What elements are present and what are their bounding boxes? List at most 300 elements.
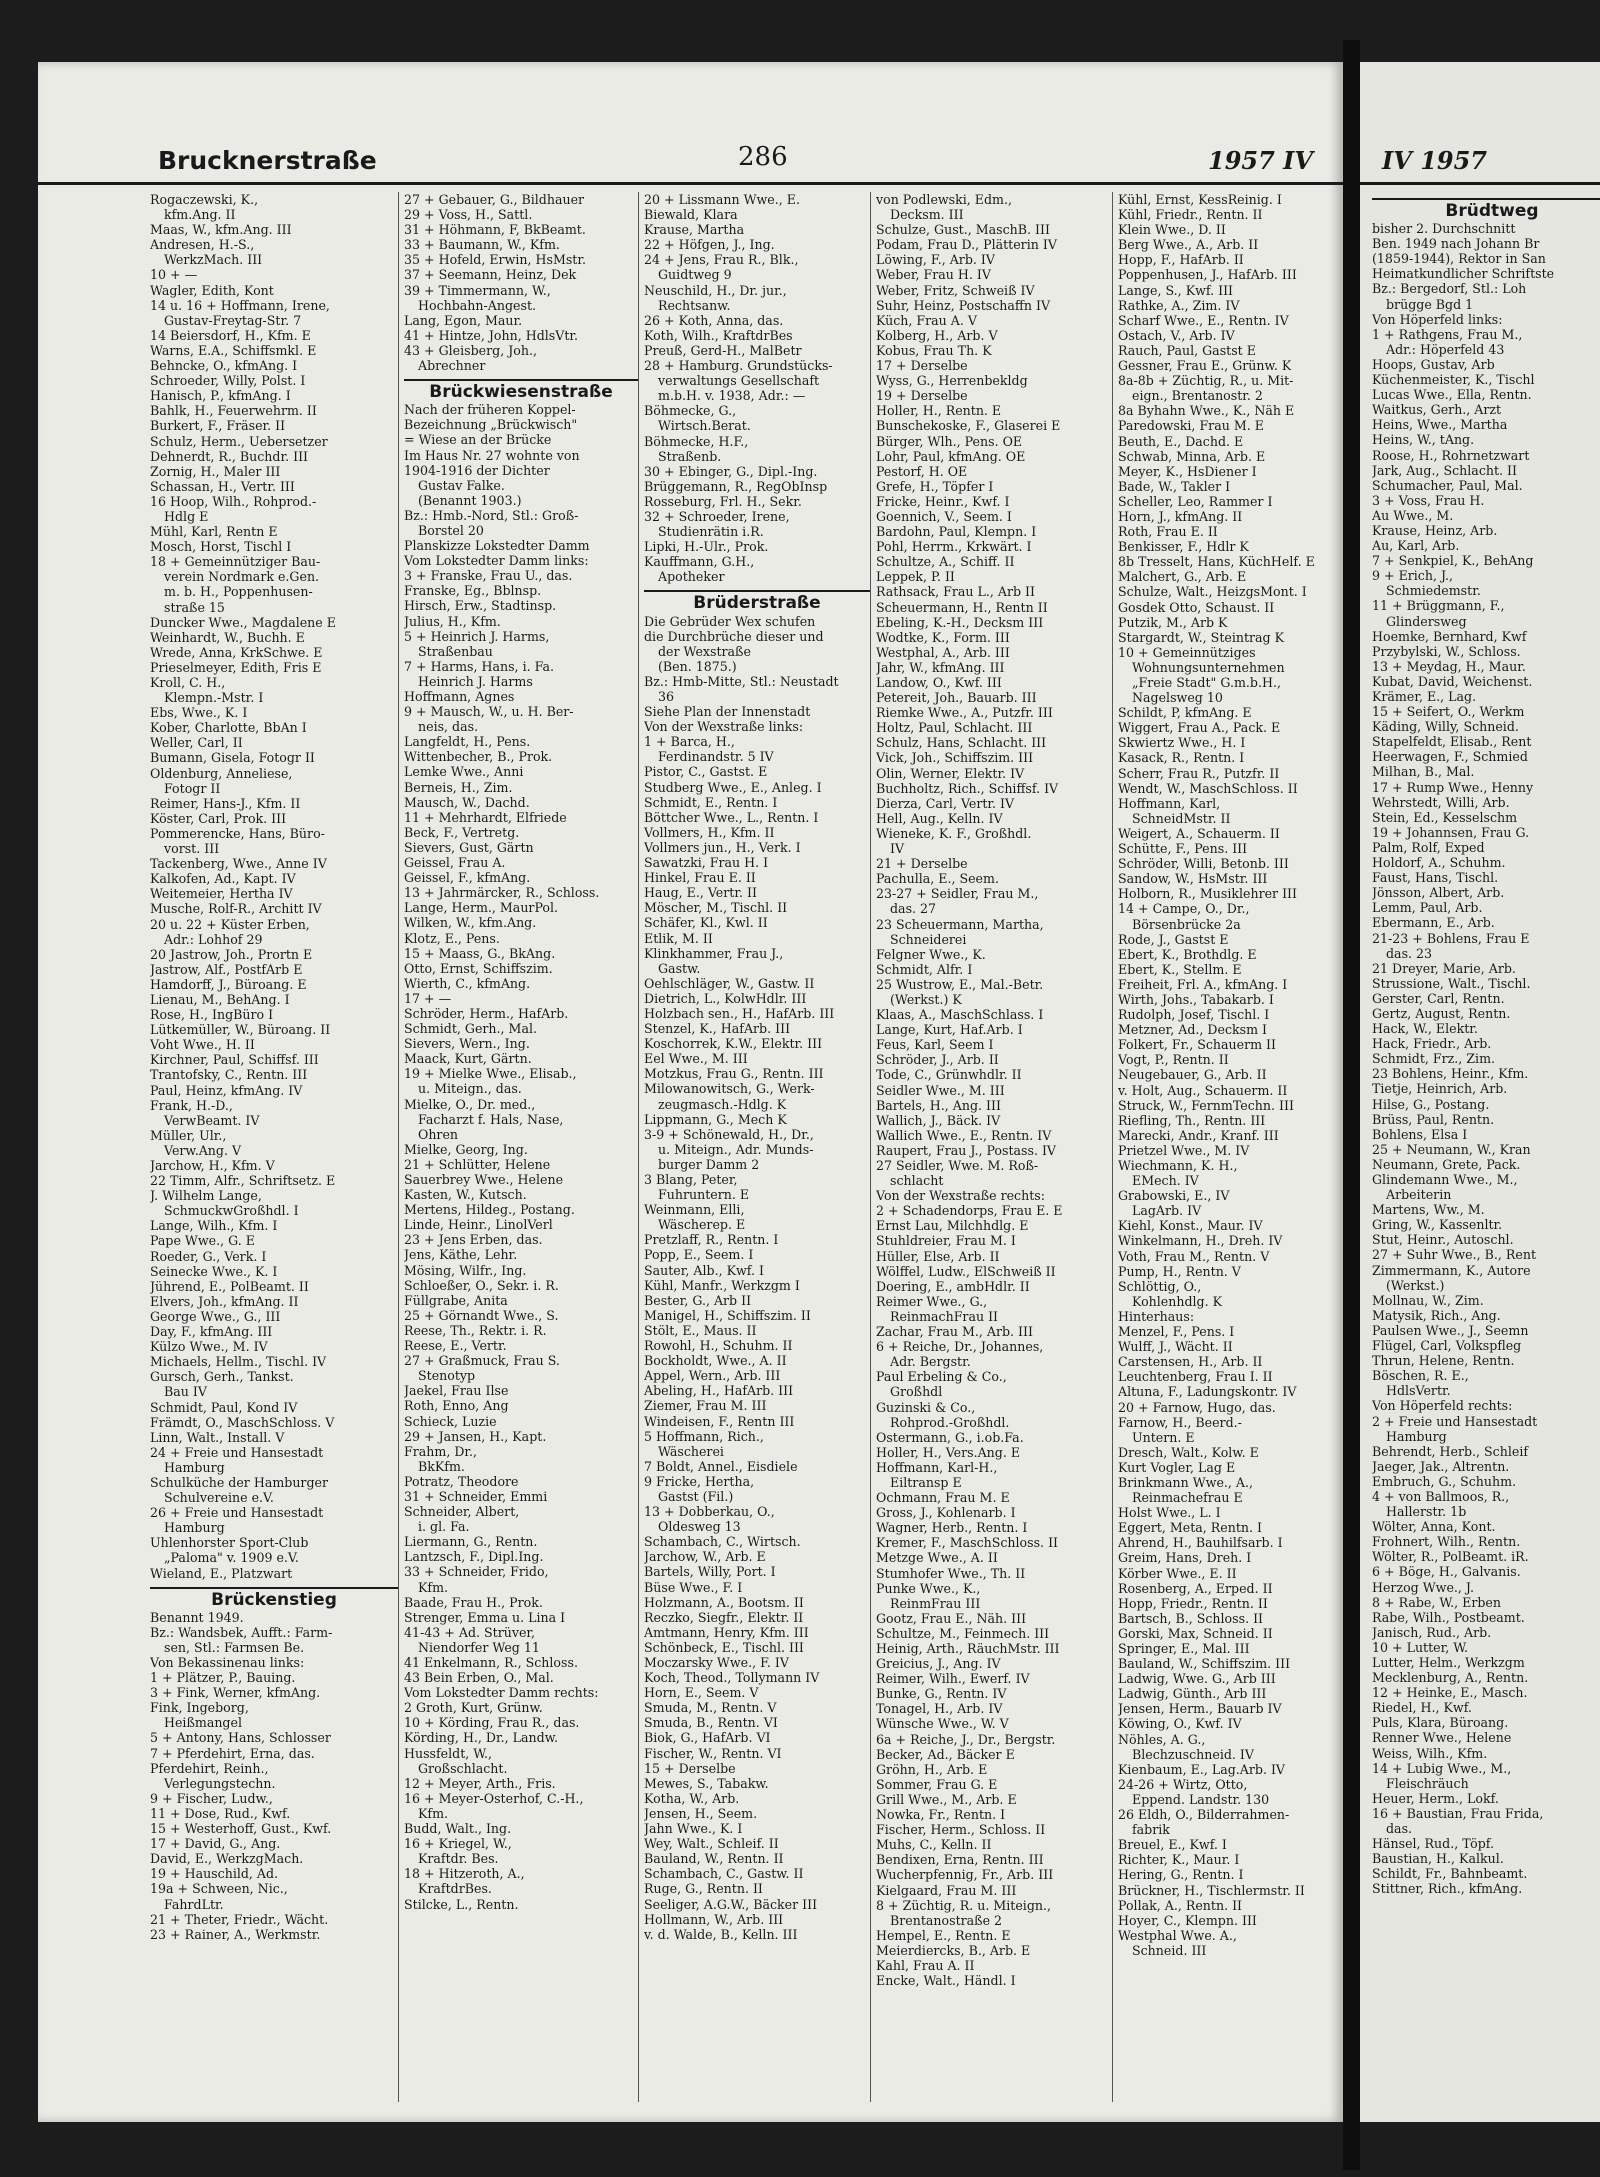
directory-entry: 2 Groth, Kurt, Grünw.: [404, 1700, 543, 1716]
directory-entry: Rechtsanw.: [658, 297, 731, 313]
directory-entry: 27 + Graßmuck, Frau S.: [404, 1353, 560, 1369]
directory-entry: HdlsVertr.: [1386, 1383, 1451, 1399]
directory-entry: (Werkst.): [1386, 1277, 1445, 1293]
directory-entry: 17 + Derselbe: [876, 358, 968, 374]
directory-entry: Pape Wwe., G. E: [150, 1233, 255, 1249]
directory-entry: Küch, Frau A. V: [876, 312, 977, 328]
directory-entry: Verw.Ang. V: [164, 1142, 242, 1158]
directory-entry: Seinecke Wwe., K. I: [150, 1263, 278, 1279]
directory-entry: Frahm, Dr.,: [404, 1443, 478, 1459]
directory-entry: Roth, Frau E. II: [1118, 524, 1218, 540]
directory-entry: Holler, H., Vers.Ang. E: [876, 1444, 1021, 1460]
directory-entry: 21 + Theter, Friedr., Wächt.: [150, 1911, 329, 1927]
directory-entry: 3-9 + Schönewald, H., Dr.,: [644, 1126, 814, 1142]
directory-entry: Wieland, E., Platzwart: [150, 1565, 293, 1581]
directory-entry: Hoffmann, Karl-H.,: [876, 1459, 998, 1475]
directory-entry: Pferdehirt, Reinh.,: [150, 1760, 269, 1776]
directory-entry: Springer, E., Mal. III: [1118, 1641, 1250, 1656]
directory-entry: Seidler Wwe., M. III: [876, 1082, 1005, 1098]
directory-entry: Hack, Friedr., Arb.: [1372, 1036, 1492, 1052]
directory-entry: Dresch, Walt., Kolw. E: [1118, 1444, 1259, 1460]
directory-entry: Wey, Walt., Schleif. II: [644, 1836, 779, 1852]
directory-entry: Schassan, H., Vertr. III: [150, 478, 295, 494]
directory-entry: Mosch, Horst, Tischl I: [150, 539, 292, 555]
directory-entry: Wierth, C., kfmAng.: [404, 975, 531, 991]
directory-entry: Linn, Walt., Install. V: [150, 1429, 285, 1445]
directory-entry: Gosdek Otto, Schaust. II: [1118, 599, 1275, 615]
directory-entry: Lütkemüller, W., Büroang. II: [150, 1022, 331, 1038]
directory-entry: Kauffmann, G.H.,: [644, 554, 755, 570]
directory-entry: Gastw.: [658, 960, 701, 976]
directory-entry: u. Miteign., das.: [418, 1081, 522, 1097]
directory-entry: Schwab, Minna, Arb. E: [1118, 448, 1266, 464]
directory-entry: Tietje, Heinrich, Arb.: [1372, 1081, 1508, 1097]
directory-entry: Köster, Carl, Prok. III: [150, 810, 287, 826]
directory-entry: Wrede, Anna, KrkSchwe. E: [150, 644, 323, 660]
directory-entry: Kfm.: [418, 1579, 449, 1595]
directory-entry: 7 + Senkpiel, K., BehAng: [1372, 553, 1534, 569]
directory-entry: Palm, Rolf, Exped: [1372, 839, 1485, 855]
directory-entry: Jaekel, Frau Ilse: [404, 1383, 509, 1399]
directory-entry: Hussfeldt, W.,: [404, 1745, 493, 1761]
directory-entry: Bz.: Hmb.-Nord, Stl.: Groß-: [404, 507, 579, 523]
directory-entry: Wünsche Wwe., W. V: [876, 1716, 1009, 1732]
directory-entry: 17 + David, G., Ang.: [150, 1836, 281, 1852]
directory-entry: Gursch, Gerh., Tankst.: [150, 1369, 294, 1385]
directory-entry: 5 + Heinrich J. Harms,: [404, 628, 550, 644]
directory-entry: Pestorf, H. OE: [876, 463, 968, 479]
directory-entry: Pohl, Herrm., Krkwärt. I: [876, 539, 1032, 555]
directory-entry: Nöhles, A. G.,: [1118, 1731, 1206, 1747]
directory-entry: Lipki, H.-Ulr., Prok.: [644, 539, 769, 555]
directory-entry: Feus, Karl, Seem I: [876, 1037, 994, 1053]
directory-entry: Ohren: [418, 1126, 459, 1142]
directory-entry: Kalkofen, Ad., Kapt. IV: [150, 871, 296, 887]
directory-entry: Zachar, Frau M., Arb. III: [876, 1324, 1033, 1340]
directory-entry: Voth, Frau M., Rentn. V: [1118, 1248, 1270, 1264]
directory-entry: Kühl, Friedr., Rentn. II: [1118, 207, 1263, 223]
directory-entry: Vom Lokstedter Damm rechts:: [404, 1685, 599, 1701]
directory-entry: 8a Byhahn Wwe., K., Näh E: [1118, 403, 1295, 419]
directory-entry: Vick, Joh., Schiffszim. III: [876, 750, 1034, 766]
directory-entry: Uhlenhorster Sport-Club: [150, 1535, 309, 1551]
directory-entry: Hoffmann, Agnes: [404, 689, 515, 704]
directory-entry: Biewald, Klara: [644, 207, 738, 223]
directory-entry: Wirth, Johs., Tabakarb. I: [1118, 991, 1274, 1007]
directory-entry: Stargardt, W., Steintrag K: [1118, 629, 1285, 645]
directory-entry: Berneis, H., Zim.: [404, 779, 513, 795]
directory-entry: Flügel, Carl, Volkspfleg: [1372, 1338, 1522, 1354]
directory-entry: Rathsack, Frau L., Arb II: [876, 584, 1035, 600]
directory-entry: Lucas Wwe., Ella, Rentn.: [1372, 387, 1532, 403]
directory-entry: Stut, Heinr., Autoschl.: [1372, 1232, 1514, 1248]
directory-entry: 4 + von Ballmoos, R.,: [1372, 1488, 1510, 1504]
directory-entry: Kubat, David, Weichenst.: [1372, 673, 1533, 689]
directory-entry: Lemm, Paul, Arb.: [1372, 900, 1483, 916]
directory-entry: Manigel, H., Schiffszim. II: [644, 1307, 811, 1323]
directory-entry: Kfm.: [418, 1805, 449, 1821]
directory-entry: Seeliger, A.G.W., Bäcker III: [644, 1896, 818, 1912]
directory-entry: 17 + —: [404, 990, 452, 1006]
directory-entry: Farnow, H., Beerd.-: [1118, 1414, 1242, 1430]
directory-entry: Nagelsweg 10: [1132, 690, 1223, 706]
directory-entry: Külzo Wwe., M. IV: [150, 1339, 268, 1355]
directory-entry: ReinmFrau III: [890, 1595, 981, 1611]
directory-entry: Scheuermann, H., Rentn II: [876, 599, 1048, 615]
directory-entry: Ziemer, Frau M. III: [644, 1398, 767, 1414]
directory-entry: 9 + Erich, J.,: [1372, 568, 1454, 584]
directory-entry: Körding, H., Dr., Landw.: [404, 1730, 559, 1746]
directory-entry: Stumhofer Wwe., Th. II: [876, 1565, 1026, 1581]
directory-entry: Mecklenburg, A., Rentn.: [1372, 1670, 1529, 1686]
directory-entry: (1859-1944), Rektor in San: [1372, 251, 1546, 267]
directory-entry: Apotheker: [658, 569, 725, 585]
directory-entry: Tackenberg, Wwe., Anne IV: [150, 856, 327, 872]
directory-entry: Altuna, F., Ladungskontr. IV: [1118, 1384, 1297, 1400]
directory-entry: Siehe Plan der Innenstadt: [644, 704, 811, 720]
directory-entry: Rudolph, Josef, Tischl. I: [1118, 1007, 1270, 1023]
directory-entry: = Wiese an der Brücke: [404, 432, 552, 448]
directory-entry: Schneiderei: [890, 931, 967, 947]
directory-entry: Kolberg, H., Arb. V: [876, 327, 998, 343]
directory-entry: Haug, E., Vertr. II: [644, 885, 757, 901]
directory-entry: Moczarsky Wwe., F. IV: [644, 1655, 789, 1670]
directory-entry: Straßenbau: [418, 643, 493, 659]
directory-entry: Meyer, K., HsDiener I: [1118, 463, 1257, 479]
column-5: [1118, 192, 1336, 2102]
directory-entry: Kasack, R., Rentn. I: [1118, 750, 1245, 766]
directory-entry: Lang, Egon, Maur.: [404, 312, 523, 328]
directory-entry: (Werkst.) K: [890, 991, 962, 1007]
directory-entry: Stilcke, L., Rentn.: [404, 1896, 519, 1912]
directory-entry: Schmidt, Paul, Kond IV: [150, 1399, 298, 1415]
directory-entry: Schambach, C., Wirtsch.: [644, 1534, 801, 1550]
directory-entry: Marecki, Andr., Kranf. III: [1118, 1127, 1279, 1143]
directory-entry: Lange, Kurt, Haf.Arb. I: [876, 1022, 1023, 1038]
directory-entry: Rowohl, H., Schuhm. II: [644, 1338, 793, 1354]
directory-entry: straße 15: [164, 599, 225, 615]
directory-entry: Paredowski, Frau M. E: [1118, 418, 1264, 434]
directory-entry: Wiechmann, K. H.,: [1118, 1158, 1238, 1173]
directory-entry: 36: [658, 689, 675, 704]
directory-entry: Hell, Aug., Kelln. IV: [876, 810, 1003, 826]
directory-entry: eign., Brentanostr. 2: [1132, 388, 1263, 404]
directory-entry: SchmuckwGroßhdl. I: [164, 1203, 299, 1219]
directory-entry: 3 + Voss, Frau H.: [1372, 492, 1485, 508]
directory-entry: Roeder, G., Verk. I: [150, 1248, 267, 1264]
directory-entry: burger Damm 2: [658, 1156, 760, 1172]
directory-entry: Ebert, K., Brothdlg. E: [1118, 946, 1257, 962]
directory-entry: Sandow, W., HsMstr. III: [1118, 871, 1268, 887]
directory-entry: von Podlewski, Edm.,: [876, 192, 1013, 207]
directory-entry: Löwing, F., Arb. IV: [876, 252, 995, 268]
directory-entry: 8b Tresselt, Hans, KüchHelf. E: [1118, 554, 1315, 570]
directory-entry: Raupert, Frau J., Postass. IV: [876, 1142, 1057, 1158]
directory-entry: Straßenb.: [658, 448, 722, 464]
directory-entry: „Paloma" v. 1909 e.V.: [164, 1550, 299, 1566]
directory-entry: 41 Enkelmann, R., Schloss.: [404, 1655, 578, 1670]
directory-entry: Glindersweg: [1386, 613, 1467, 629]
directory-entry: Pollak, A., Rentn. II: [1118, 1897, 1243, 1913]
directory-entry: Wyss, G., Herrenbekldg: [876, 373, 1028, 389]
directory-entry: Wieneke, K. F., Großhdl.: [876, 825, 1032, 841]
directory-entry: 29 + Jansen, H., Kapt.: [404, 1428, 547, 1444]
directory-entry: Köwing, O., Kwf. IV: [1118, 1716, 1242, 1732]
directory-entry: Burkert, F., Fräser. II: [150, 418, 286, 434]
directory-entry: Abrechner: [418, 358, 486, 374]
directory-entry: Bauland, W., Schiffszim. III: [1118, 1656, 1291, 1672]
directory-entry: Langfeldt, H., Pens.: [404, 734, 531, 750]
directory-entry: Wallich, J., Bäck. IV: [876, 1112, 1001, 1128]
directory-entry: Malchert, G., Arb. E: [1118, 569, 1247, 585]
facing-page-header: [1360, 142, 1600, 185]
directory-entry: Gertz, August, Rentn.: [1372, 1005, 1511, 1021]
directory-entry: Nach der früheren Koppel-: [404, 402, 576, 418]
directory-entry: Day, F., kfmAng. III: [150, 1324, 273, 1340]
directory-entry: Jaeger, Jak., Altrentn.: [1372, 1458, 1510, 1474]
directory-entry: Weitemeier, Hertha IV: [150, 886, 293, 902]
directory-entry: Schroeder, Willy, Polst. I: [150, 373, 306, 389]
directory-entry: Bohlens, Elsa I: [1372, 1126, 1468, 1142]
directory-entry: Wölter, R., PolBeamt. iR.: [1372, 1549, 1529, 1565]
directory-entry: m.b.H. v. 1938, Adr.: —: [658, 388, 806, 404]
directory-entry: Gorski, Max, Schneid. II: [1118, 1625, 1273, 1641]
directory-entry: Kraftdr. Bes.: [418, 1851, 499, 1867]
directory-entry: fabrik: [1132, 1822, 1170, 1838]
directory-entry: vorst. III: [164, 841, 220, 857]
directory-entry: Hinkel, Frau E. II: [644, 870, 756, 886]
directory-entry: Heins, Wwe., Martha: [1372, 417, 1508, 433]
directory-entry: 10 + —: [150, 267, 198, 283]
directory-entry: Böttcher Wwe., L., Rentn. I: [644, 809, 819, 825]
directory-entry: Planskizze Lokstedter Damm: [404, 538, 590, 554]
directory-entry: Gessner, Frau E., Grünw. K: [1118, 358, 1292, 374]
directory-entry: 9 Fricke, Hertha,: [644, 1473, 755, 1489]
directory-entry: Amtmann, Henry, Kfm. III: [644, 1624, 809, 1640]
directory-entry: Schneider, Albert,: [404, 1504, 520, 1520]
directory-entry: Neumann, Grete, Pack.: [1372, 1156, 1521, 1172]
directory-entry: Lippmann, G., Mech K: [644, 1111, 787, 1127]
directory-entry: Warns, E.A., Schiffsmkl. E: [150, 342, 317, 358]
directory-entry: Böhmecke, G.,: [644, 403, 737, 419]
directory-entry: Holst Wwe., L. I: [1118, 1505, 1221, 1521]
directory-entry: Jönsson, Albert, Arb.: [1372, 885, 1505, 901]
directory-entry: Fricke, Heinr., Kwf. I: [876, 493, 1010, 509]
directory-entry: Ruge, G., Rentn. II: [644, 1881, 763, 1897]
directory-entry: Jührend, E., PolBeamt. II: [150, 1278, 309, 1294]
directory-entry: Hilse, G., Postang.: [1372, 1096, 1490, 1112]
directory-entry: 43 + Gleisberg, Joh.,: [404, 342, 537, 358]
directory-entry: Schulz, Herm., Uebersetzer: [150, 433, 328, 449]
directory-entry: Schulz, Hans, Schlacht. III: [876, 735, 1047, 751]
directory-entry: Kielgaard, Frau M. III: [876, 1882, 1017, 1898]
directory-entry: Schildt, P, kfmAng. E: [1118, 705, 1252, 721]
directory-entry: Grill Wwe., M., Arb. E: [876, 1791, 1017, 1807]
directory-entry: Horn, J., kfmAng. II: [1118, 508, 1243, 524]
directory-entry: Bartels, Willy, Port. I: [644, 1564, 776, 1580]
directory-entry: 24 + Freie und Hansestadt: [150, 1444, 324, 1460]
directory-entry: Dehnerdt, R., Buchdr. III: [150, 448, 309, 464]
directory-entry: Hanisch, P., kfmAng. I: [150, 388, 291, 404]
directory-entry: Metzge Wwe., A. II: [876, 1550, 998, 1566]
directory-entry: Verlegungstechn.: [164, 1775, 276, 1791]
directory-entry: Ben. 1949 nach Johann Br: [1372, 236, 1540, 252]
directory-entry: Wölffel, Ludw., ElSchweiß II: [876, 1263, 1056, 1279]
directory-entry: Benkisser, F., Hdlr K: [1118, 539, 1249, 555]
directory-entry: Ernst Lau, Milchhdlg. E: [876, 1218, 1029, 1234]
directory-entry: Fink, Ingeborg,: [150, 1700, 249, 1716]
directory-entry: Milhan, B., Mal.: [1372, 764, 1475, 780]
directory-entry: Putzik, M., Arb K: [1118, 614, 1228, 630]
directory-entry: Weller, Carl, II: [150, 735, 243, 751]
column-2: [404, 192, 639, 2102]
directory-entry: sen, Stl.: Farmsen Be.: [164, 1639, 305, 1655]
directory-entry: Rabe, Wilh., Postbeamt.: [1372, 1609, 1525, 1625]
directory-entry: 16 Hoop, Wilh., Rohprod.-: [150, 493, 317, 509]
directory-entry: 23 Bohlens, Heinr., Kfm.: [1372, 1066, 1529, 1082]
directory-entry: verein Nordmark e.Gen.: [164, 569, 320, 585]
directory-entry: 5 + Antony, Hans, Schlosser: [150, 1730, 331, 1746]
directory-entry: Guidtweg 9: [658, 267, 732, 283]
directory-entry: Roose, H., Rohrnetzwart: [1372, 447, 1530, 463]
directory-entry: Heins, W., tAng.: [1372, 432, 1475, 448]
directory-entry: Reese, Th., Rektr. i. R.: [404, 1322, 547, 1338]
directory-entry: Fuhruntern. E: [658, 1187, 750, 1203]
directory-entry: Schröder, J., Arb. II: [876, 1052, 999, 1068]
directory-entry: 23 Scheuermann, Martha,: [876, 916, 1044, 932]
directory-entry: Lange, Wilh., Kfm. I: [150, 1218, 278, 1234]
directory-entry: Schultze, M., Feinmech. III: [876, 1625, 1050, 1641]
directory-entry: Franske, Eg., Bblnsp.: [404, 583, 542, 599]
directory-entry: Hänsel, Rud., Töpf.: [1372, 1836, 1494, 1852]
directory-entry: 2 + Freie und Hansestadt: [1372, 1413, 1538, 1429]
directory-entry: Schieck, Luzie: [404, 1413, 497, 1429]
facing-year-label: IV 1957: [1382, 146, 1487, 175]
directory-entry: 3 + Franske, Frau U., das.: [404, 568, 573, 584]
directory-entry: 31 + Höhmann, F, BkBeamt.: [404, 222, 586, 238]
directory-entry: Becker, Ad., Bäcker E: [876, 1746, 1015, 1762]
directory-entry: Wäscherei: [658, 1443, 724, 1459]
directory-entry: Poppenhusen, J., HafArb. III: [1118, 267, 1297, 283]
directory-entry: Geissel, Frau A.: [404, 855, 506, 871]
directory-entry: Zimmermann, K., Autore: [1372, 1262, 1531, 1278]
directory-entry: Vollmers, H., Kfm. II: [644, 824, 775, 840]
directory-entry: Voht Wwe., H. II: [150, 1037, 255, 1053]
directory-entry: Metzner, Ad., Decksm I: [1118, 1022, 1268, 1038]
directory-entry: Füllgrabe, Anita: [404, 1292, 508, 1308]
directory-entry: Wittenbecher, B., Prok.: [404, 749, 553, 765]
street-section-heading: Brüderstraße: [644, 590, 870, 611]
directory-entry: Smuda, M., Rentn. V: [644, 1700, 777, 1716]
directory-entry: Niendorfer Weg 11: [418, 1639, 540, 1655]
directory-entry: Stenzel, K., HafArb. III: [644, 1021, 791, 1037]
directory-entry: 13 + Dobberkau, O.,: [644, 1504, 775, 1520]
directory-entry: der Wexstraße: [658, 643, 751, 659]
directory-entry: 1 + Plätzer, P., Bauing.: [150, 1670, 296, 1686]
directory-entry: Sievers, Wern., Ing.: [404, 1036, 530, 1052]
directory-entry: Eiltransp E: [890, 1474, 962, 1490]
directory-entry: das. 27: [890, 901, 937, 917]
column-1: [150, 192, 399, 2102]
directory-entry: 15 + Maass, G., BkAng.: [404, 945, 556, 961]
directory-entry: Schäfer, Kl., Kwl. II: [644, 915, 768, 931]
street-section-heading: Brüdtweg: [1372, 198, 1600, 219]
directory-entry: WerkzMach. III: [164, 252, 263, 268]
directory-entry: Vogt, P., Rentn. II: [1118, 1052, 1229, 1068]
directory-entry: 1904-1916 der Dichter: [404, 462, 550, 478]
directory-entry: 21-23 + Bohlens, Frau E: [1372, 930, 1530, 946]
directory-entry: Facharzt f. Hals, Nase,: [418, 1111, 564, 1127]
directory-entry: Leppek, P. II: [876, 569, 955, 585]
directory-entry: Jahn Wwe., K. I: [644, 1821, 743, 1837]
directory-entry: Schulze, Walt., HeizgsMont. I: [1118, 584, 1307, 600]
directory-entry: 28 + Hamburg. Grundstücks-: [644, 358, 833, 374]
directory-entry: Mühl, Karl, Rentn E: [150, 524, 278, 540]
book-gutter: [1343, 40, 1360, 2170]
directory-entry: 8a-8b + Züchtig, R., u. Mit-: [1118, 373, 1294, 389]
directory-entry: Holzbach sen., H., HafArb. III: [644, 1005, 835, 1021]
directory-entry: Kiehl, Konst., Maur. IV: [1118, 1218, 1263, 1234]
directory-entry: 32 + Schroeder, Irene,: [644, 508, 790, 524]
directory-entry: Grabowski, E., IV: [1118, 1188, 1230, 1204]
directory-entry: 27 + Suhr Wwe., B., Rent: [1372, 1247, 1537, 1263]
directory-entry: Schmidt, Frz., Zim.: [1372, 1051, 1496, 1067]
directory-entry: 5 Hoffmann, Rich.,: [644, 1428, 764, 1444]
directory-entry: Hüller, Else, Arb. II: [876, 1248, 1000, 1264]
directory-entry: Menzel, F., Pens. I: [1118, 1324, 1235, 1340]
directory-entry: Sauerbrey Wwe., Helene: [404, 1172, 564, 1187]
directory-entry: Schulvereine e.V.: [164, 1490, 274, 1506]
directory-entry: Hoffmann, Karl,: [1118, 795, 1221, 811]
directory-entry: Sawatzki, Frau H. I: [644, 855, 769, 871]
directory-entry: Gootz, Frau E., Näh. III: [876, 1610, 1027, 1626]
directory-entry: u. Miteign., Adr. Munds-: [658, 1141, 814, 1157]
directory-entry: Bendixen, Erna, Rentn. III: [876, 1852, 1044, 1868]
directory-entry: Lange, S., Kwf. III: [1118, 282, 1234, 298]
directory-entry: Mösing, Wilfr., Ing.: [404, 1262, 527, 1278]
directory-entry: Westphal, A., Arb. III: [876, 644, 1010, 660]
directory-entry: 12 + Meyer, Arth., Fris.: [404, 1775, 556, 1791]
directory-entry: Oldesweg 13: [658, 1519, 741, 1535]
directory-entry: Wilken, W., kfm.Ang.: [404, 915, 537, 931]
directory-entry: Schmidt, Gerh., Mal.: [404, 1021, 537, 1037]
directory-entry: Heerwagen, F., Schmied: [1372, 749, 1528, 765]
directory-entry: Lange, Herm., MaurPol.: [404, 900, 559, 916]
directory-entry: Leuchtenberg, Frau I. II: [1118, 1369, 1273, 1385]
directory-entry: 3 Blang, Peter,: [644, 1172, 738, 1187]
directory-entry: Strussione, Walt., Tischl.: [1372, 975, 1531, 991]
directory-entry: Käding, Willy, Schneid.: [1372, 719, 1519, 735]
directory-entry: 19a + Schween, Nic.,: [150, 1881, 288, 1897]
directory-entry: Schumacher, Paul, Mal.: [1372, 477, 1523, 493]
directory-entry: 10 + Lutter, W.: [1372, 1639, 1469, 1655]
directory-entry: 33 + Schneider, Frido,: [404, 1564, 549, 1580]
directory-entry: Abeling, H., HafArb. III: [644, 1383, 794, 1399]
directory-entry: 11 + Mehrhardt, Elfriede: [404, 809, 567, 825]
directory-entry: 1 + Rathgens, Frau M.,: [1372, 326, 1523, 342]
directory-entry: Hamburg: [164, 1459, 225, 1475]
directory-entry: Au Wwe., M.: [1372, 507, 1454, 523]
directory-entry: Koschorrek, K.W., Elektr. III: [644, 1036, 823, 1052]
directory-entry: Roth, Enno, Ang: [404, 1398, 509, 1414]
directory-entry: Wiggert, Frau A., Pack. E: [1118, 720, 1281, 736]
directory-entry: Adr. Bergstr.: [890, 1354, 971, 1370]
directory-entry: Bartsch, B., Schloss. II: [1118, 1610, 1264, 1626]
directory-entry: Schmiedemstr.: [1386, 583, 1481, 599]
directory-entry: Wohnungsunternehmen: [1132, 659, 1285, 675]
directory-entry: Pommerencke, Hans, Büro-: [150, 825, 325, 841]
directory-entry: Bockholdt, Wwe., A. II: [644, 1353, 787, 1369]
